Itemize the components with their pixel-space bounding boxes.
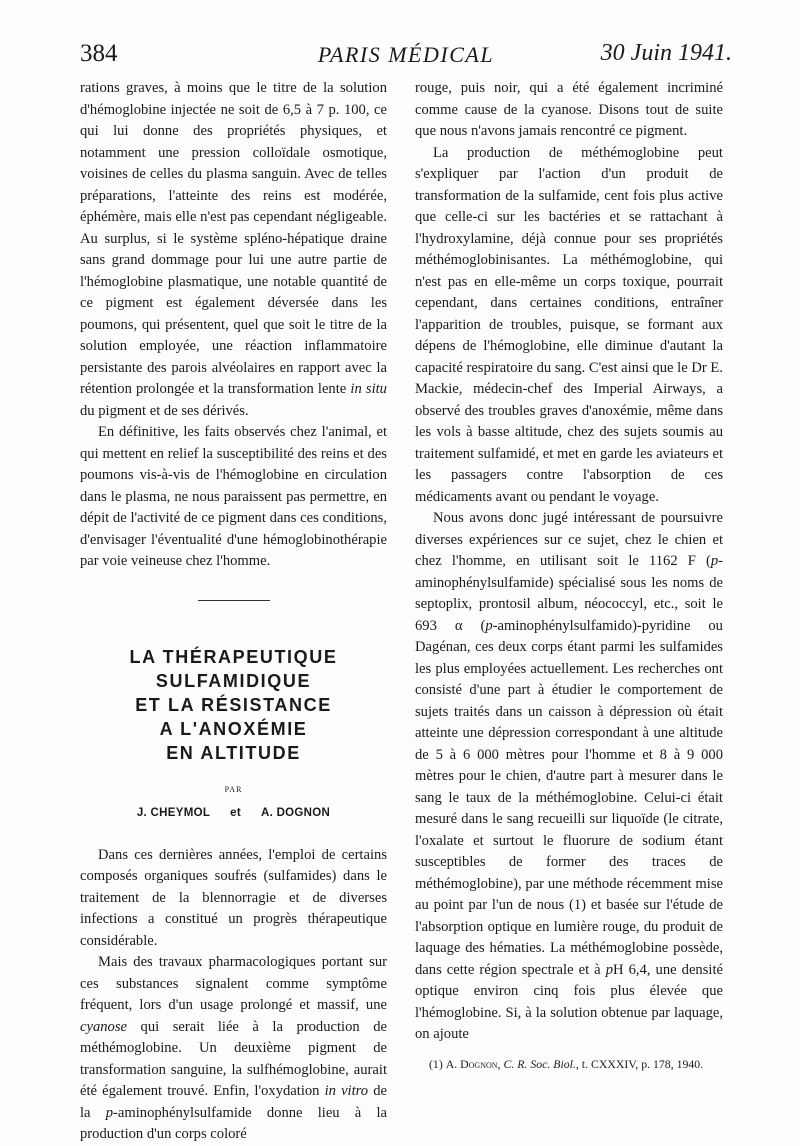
paragraph: Nous avons donc jugé intéressant de poursuivre diverses expériences sur ce sujet, chez le chien et chez l'homme, en utilisant soit le 1162 F (p-aminophénylsulfamide) spécialisé sous les noms de septoplix, prontosil album, néococcyl, etc., soit le 693 α (p-aminophénylsulfamido)-pyridine ou Dagénan, ces deux corps étant parmi les sulfamides les plus employées actuellement. Les recherches ont consisté d'une part à étudier le comportement de sujets traités dans un caisson à dépression où était atteinte une dépression correspondant à une altitude de 5 à 6 000 mètres pour l'homme et 8 à 9 000 mètres pour le chien, d'autre part à mesurer dans le sang le taux de la méthémoglobine. Celui-ci était mesuré dans le sang recueilli sur liquoïde (le citrate, l'oxalate et surtout le fluorure de sodium étant susceptibles de former des traces de méthémoglobine), par une méthode récemment mise au point par l'un de nous (1) et basée sur l'étude de l'absorption optique en lumière rouge, du produit de laquage des hématies. La méthémoglobine possède, dans cette région spectrale et à pH 6,4, une densité optique environ cinq fois plus élevée que l'hémoglobine. Si, à la solution obtenue par laquage, on ajoute: [415, 510, 723, 1042]
paragraph: Dans ces dernières années, l'emploi de certains composés organiques soufrés (sulfamides) dans le traitement de la blennorragie et de diverses infections a constitué un progrès thérapeutique considérable.: [80, 846, 387, 949]
paragraph: rouge, puis noir, qui a été également incriminé comme cause de la cyanose. Disons tout de suite que nous n'avons jamais rencontré ce pigment.: [415, 80, 723, 139]
paragraph: En définitive, les faits observés chez l'animal, et qui mettent en relief la susceptibilité des reins et des poumons vis-à-vis de l'hémoglobine en circulation dans le plasma, ne nous paraissent pas permettre, en dépit de l'activité de ce pigment dans ces conditions, d'envisager l'éventualité d'une hémoglobinothérapie par voie veineuse chez l'homme.: [80, 424, 387, 569]
paragraph: Mais des travaux pharmacologiques portant sur ces substances signalent comme symptôme fréquent, lors d'un usage prolongé et massif, une cyanose qui serait liée à la production de méthémoglobine. Un deuxième pigment de transformation sanguine, la sulfhémoglobine, aurait été également trouvé. Enfin, l'oxydation in vitro de la p-aminophénylsulfamide donne lieu à la production d'un corps coloré: [80, 954, 388, 1142]
issue-date: 30 Juin 1941.: [600, 40, 732, 66]
running-title: PARIS MÉDICAL: [317, 42, 495, 67]
footnote: (1) A. Dognon, C. R. Soc. Biol., t. CXXXIV, p. 178, 1940.: [429, 1056, 704, 1071]
author-name: J. CHEYMOL: [136, 807, 211, 819]
author-name: A. DOGNON: [260, 807, 331, 819]
right-column: [415, 78, 723, 1073]
page-number: 384: [80, 40, 118, 67]
article-title: LA THÉRAPEUTIQUE SULFAMIDIQUE ET LA RÉSISTANCE A L'ANOXÉMIE EN ALTITUDE: [129, 646, 338, 763]
left-column: [80, 78, 387, 1146]
section-divider: [198, 600, 270, 601]
paragraph: rations graves, à moins que le titre de la solution d'hémoglobine injectée ne soit de 6,5 à 7 p. 100, ce qui lui donne des propriétés physiques, et notamment une pression colloïdale osmotique, voisines de celles du plasma sanguin. Avec de telles préparations, l'atteinte des reins est modérée, éphémère, mais elle n'est pas cependant négligeable. Au surplus, si le système spléno-hépatique draine sans grand dommage pour lui une autre partie de l'hémoglobine plasmatique, une notable quantité de ce pigment est également déversée dans les poumons, qui présentent, quel que soit le titre de la solution employée, une réaction inflammatoire persistante des parois alvéolaires en rapport avec la rétention prolongée et la transformation lente in situ du pigment et de ses dérivés.: [80, 80, 387, 419]
page-header: [80, 40, 732, 74]
article-authors: [80, 803, 387, 825]
by-label: PAR: [224, 784, 243, 794]
paragraph: La production de méthémoglobine peut s'expliquer par l'action d'un produit de transformation de la sulfamide, cent fois plus active que celle-ci sur les bactéries et se rattachant à l'hydroxylamine, déjà connue pour ses propriétés méthémoglobinisantes. La méthémoglobine, qui n'est pas en elle-même un corps toxique, pourrait cependant, dans certaines conditions, entraîner l'apparition de troubles, puisque, se formant aux dépens de l'hémoglobine, elle diminue d'autant la capacité respiratoire du sang. C'est ainsi que le Dr E. Mackie, médecin-chef des Imperial Airways, a observé des troubles graves d'anoxémie, même dans les vols à basse altitude, chez des sujets soumis au traitement sulfamidé, et met en garde les aviateurs et les passagers contre l'absorption de ces médicaments avant ou pendant le voyage.: [415, 144, 723, 505]
author-separator: et: [230, 807, 241, 819]
